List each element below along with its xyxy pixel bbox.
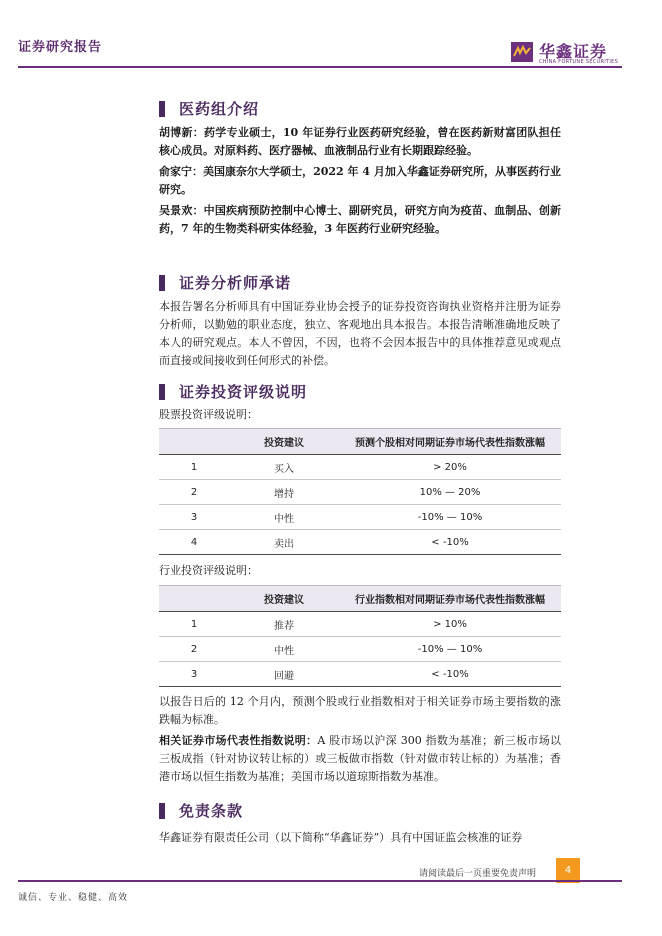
section-heading-disclaimer [159,800,243,821]
rating-standard-note: 以报告日后的 12 个月内，预测个股或行业指数相对于相关证券市场主要指数的涨跌幅为标准。 [159,695,561,726]
table-row [159,637,561,662]
table-header-cell: 预测个股相对同期证券市场代表性指数涨幅 [339,429,561,455]
table-cell: 2 [159,480,229,505]
industry-rating-table [159,585,561,687]
table-cell: 4 [159,530,229,555]
table-cell: 3 [159,505,229,530]
table-cell: 中性 [229,637,339,662]
table-row [159,455,561,480]
footer-disclaimer-note: 请阅读最后一页重要免责声明 [419,869,537,879]
index-description [159,732,561,786]
table-cell: 1 [159,612,229,637]
stock-rating-label: 股票投资评级说明： [159,408,258,421]
table-cell: -10% — 10% [339,505,561,530]
table-cell: 推荐 [229,612,339,637]
table-cell: 2 [159,637,229,662]
section-title: 证券投资评级说明 [179,383,308,401]
logo-english-name: CHINA FORTUNE SECURITIES [539,59,619,65]
section-heading-rating [159,381,307,402]
section-heading-commitment [159,272,291,293]
analyst-bio: 俞家宁：美国康奈尔大学硕士，2022 年 4 月加入华鑫证券研究所，从事医药行业研究。 [159,165,561,196]
table-cell: > 20% [339,455,561,480]
section-marker [159,275,165,291]
table-cell: 中性 [229,505,339,530]
index-description-lead: 相关证券市场代表性指数说明： [159,734,318,747]
table-header-cell: 投资建议 [229,429,339,455]
table-header-cell [159,429,229,455]
table-header-row [159,429,561,455]
logo-mark-icon [511,42,533,62]
table-header-cell: 投资建议 [229,586,339,612]
logo-chinese-name: 华鑫证券 [539,42,608,61]
section-marker [159,803,165,819]
table-cell: 买入 [229,455,339,480]
table-row [159,480,561,505]
stock-rating-table [159,428,561,555]
table-row [159,662,561,687]
section-marker [159,101,165,117]
table-cell: 卖出 [229,530,339,555]
section-heading-team [159,98,259,119]
report-type-title: 证券研究报告 [18,40,103,55]
company-logo [511,40,621,68]
page-number-badge: 4 [556,858,580,883]
footer-divider [18,880,622,882]
table-cell: < -10% [339,530,561,555]
table-cell: 10% — 20% [339,480,561,505]
section-marker [159,384,165,400]
table-cell: > 10% [339,612,561,637]
table-cell: 增持 [229,480,339,505]
table-cell: -10% — 10% [339,637,561,662]
header-divider [18,66,622,68]
commitment-text: 本报告署名分析师具有中国证券业协会授予的证券投资咨询执业资格并注册为证券分析师，以勤勉的职业态度，独立、客观地出具本报告。本报告清晰准确地反映了本人的研究观点。本人不曾因，不因，也将不会因本报告中的具体推荐意见或观点而直接或间接收到任何形式的补偿。 [159,300,561,367]
table-header-row [159,586,561,612]
table-cell: < -10% [339,662,561,687]
table-cell: 3 [159,662,229,687]
analyst-bio: 吴景欢：中国疾病预防控制中心博士、副研究员，研究方向为疫苗、血制品、创新药，7 年的生物类科研实体经验，3 年医药行业研究经验。 [159,204,561,235]
table-row [159,612,561,637]
industry-rating-label: 行业投资评级说明： [159,564,258,577]
table-header-cell [159,586,229,612]
table-cell: 回避 [229,662,339,687]
analyst-bio: 胡博新：药学专业硕士，10 年证券行业医药研究经验，曾在医药新财富团队担任核心成员。对原料药、医疗器械、血液制品行业有长期跟踪经验。 [159,126,561,157]
section-title: 证券分析师承诺 [179,274,292,292]
section-title: 医药组介绍 [179,100,260,118]
section-title: 免责条款 [179,802,244,820]
table-row [159,530,561,555]
disclaimer-text: 华鑫证券有限责任公司（以下简称“华鑫证券”）具有中国证监会核准的证券 [159,831,523,844]
footer-slogan: 诚信、专业、稳健、高效 [18,893,129,903]
table-cell: 1 [159,455,229,480]
index-description-text: A 股市场以沪深 300 指数为基准；新三板市场以三板成指（针对协议转让标的）或三板做市指数（针对做市转让标的）为基准；香港市场以恒生指数为基准；美国市场以道琼斯指数为基准。 [159,734,562,783]
table-header-cell: 行业指数相对同期证券市场代表性指数涨幅 [339,586,561,612]
table-row [159,505,561,530]
